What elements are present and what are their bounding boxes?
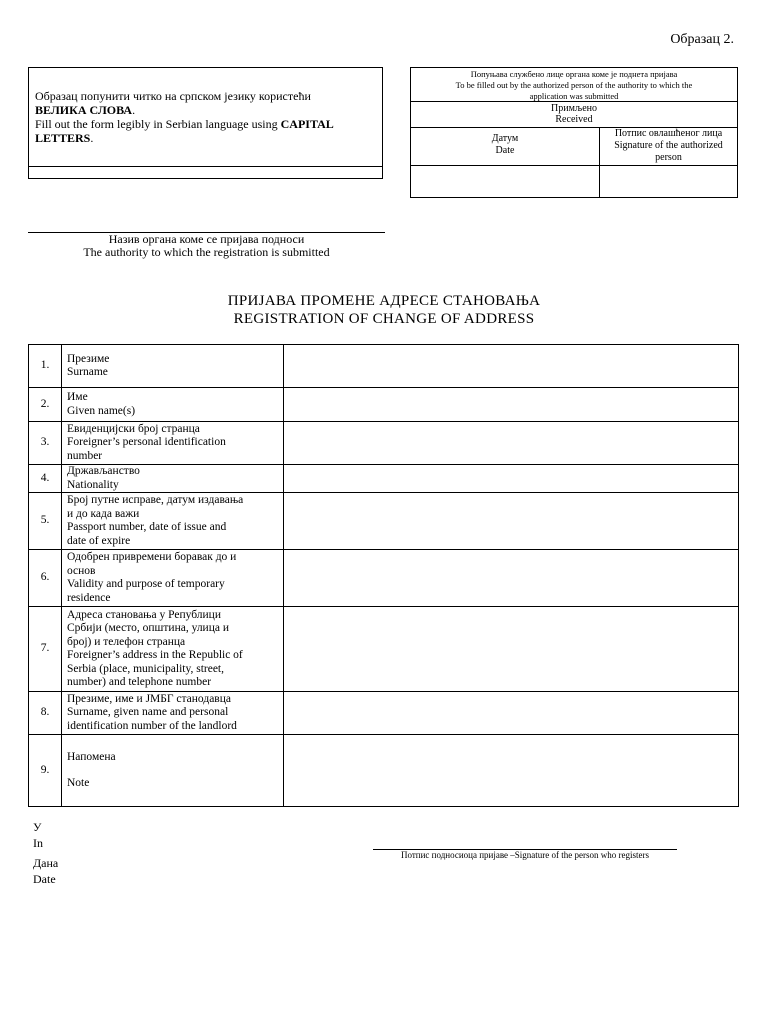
date-field[interactable] [412,166,598,197]
table-row [29,607,739,692]
row-value-field[interactable] [284,345,739,388]
row-label-line: Given name(s) [67,404,136,417]
instructions-capitals-sr: ВЕЛИКА СЛОВА [35,103,133,117]
row-label-line: основ [67,564,96,577]
row-label-line: Surname, given name and personal [67,706,229,719]
official-header [411,69,737,102]
received-sr: Примљено [551,103,597,114]
row-label-line: Nationality [67,478,119,491]
form-number: Образац 2. [670,32,734,47]
instructions-box [28,67,383,179]
row-label [62,388,284,422]
row-label-line: и до када важи [67,507,140,520]
row-label-line: Презиме [67,352,110,365]
authority-label [28,233,385,259]
row-label-line: identification number of the landlord [67,719,237,732]
row-value-field[interactable] [284,465,739,493]
authority-label-sr: Назив органа коме се пријава подноси [108,232,305,246]
place-date-labels [33,819,58,887]
row-value-field[interactable] [284,388,739,422]
signature-label [600,128,737,164]
official-header-en-2: application was submitted [529,91,619,101]
applicant-signature-label: Потпис подносиоца пријаве –Signature of the person who registers [400,850,650,860]
row-label-line: Foreigner’s personal identification [67,436,226,449]
received-label [411,103,737,125]
row-label-line: Одобрен привремени боравак до и [67,551,237,563]
row-label [62,550,284,607]
table-row [29,422,739,465]
row-value-field[interactable] [284,692,739,735]
row-value-field[interactable] [284,735,739,807]
table-row [29,345,739,388]
table-row [29,493,739,550]
instructions-letters-en: LETTERS [35,131,91,145]
row-label [62,345,284,388]
signature-label-en-1: Signature of the authorized [614,140,723,151]
title-sr: ПРИЈАВА ПРОМЕНЕ АДРЕСЕ СТАНОВАЊА [227,293,541,309]
table-row [29,692,739,735]
date-label-en: Date [495,145,515,156]
date-label-sr: Датум [491,133,519,144]
row-label-line: Passport number, date of issue and [67,521,227,533]
row-number: 1. [29,345,62,388]
signature-label-sr: Потпис овлашћеног лица [614,128,723,139]
row-label-line: Држављанство [67,465,140,477]
row-label [62,465,284,493]
instructions-text [35,89,375,145]
authority-label-en: The authority to which the registration is submitted [83,245,330,259]
row-label-line: number) and telephone number [67,676,212,688]
official-header-en-1: To be filled out by the authorized person of the authority to which the [455,80,693,90]
title-en: REGISTRATION OF CHANGE OF ADDRESS [233,311,535,327]
row-value-field[interactable] [284,493,739,550]
row-label [62,735,284,807]
row-label-line: Foreigner’s address in the Republic of [67,649,243,661]
row-number: 4. [29,465,62,493]
row-label-line: Напомена [67,750,116,763]
row-label-line: Србији (место, општина, улица и [67,622,229,634]
signature-label-en-2: person [655,152,682,163]
row-label [62,493,284,550]
instructions-capital-en: CAPITAL [280,117,334,131]
instructions-period: . [132,103,136,117]
row-number: 5. [29,493,62,550]
instructions-divider [29,166,382,167]
row-number: 9. [29,735,62,807]
official-divider-1 [411,101,737,102]
row-value-field[interactable] [284,607,739,692]
row-label-line [67,764,279,777]
row-label-line: Validity and purpose of temporary [67,578,225,590]
official-use-box [410,67,738,198]
registration-table [28,344,739,807]
row-label-line: Број путне исправе, датум издавања [67,494,244,506]
date-label [411,133,599,157]
row-label-line: residence [67,591,111,604]
row-label [62,422,284,465]
row-value-field[interactable] [284,550,739,607]
table-row [29,388,739,422]
row-label-line: Surname [67,366,108,378]
signature-field[interactable] [601,166,737,197]
table-row [29,465,739,493]
row-label-line: Serbia (place, municipality, street, [67,662,225,675]
received-en: Received [555,114,593,125]
table-row [29,735,739,807]
row-label-line: Адреса становања у Републици [67,608,221,621]
row-label [62,692,284,735]
row-label-line: Презиме, име и ЈМБГ станодавца [67,692,231,705]
row-label-line: Евиденцијски број странца [67,422,200,435]
row-value-field[interactable] [284,422,739,465]
date-footer-sr: Дана [33,856,59,870]
instructions-line-sr: Образац попунити читко на српском језику користећи [35,89,311,103]
row-number: 3. [29,422,62,465]
in-label-sr: У [33,820,42,834]
instructions-period-en: . [90,131,94,145]
row-number: 7. [29,607,62,692]
row-number: 2. [29,388,62,422]
row-label [62,607,284,692]
row-label-line: number [67,449,103,462]
official-header-sr: Попуњава службено лице органа коме је поднета пријава [470,69,678,79]
row-number: 8. [29,692,62,735]
row-number: 6. [29,550,62,607]
row-label-line: date of expire [67,534,131,547]
instructions-line-en: Fill out the form legibly in Serbian language using [35,117,281,131]
row-label-line: број) и телефон странца [67,635,186,648]
date-footer-en: Date [33,872,56,886]
table-row [29,550,739,607]
in-label-en: In [33,836,43,850]
row-label-line: Име [67,391,88,403]
row-label-line: Note [67,777,90,789]
